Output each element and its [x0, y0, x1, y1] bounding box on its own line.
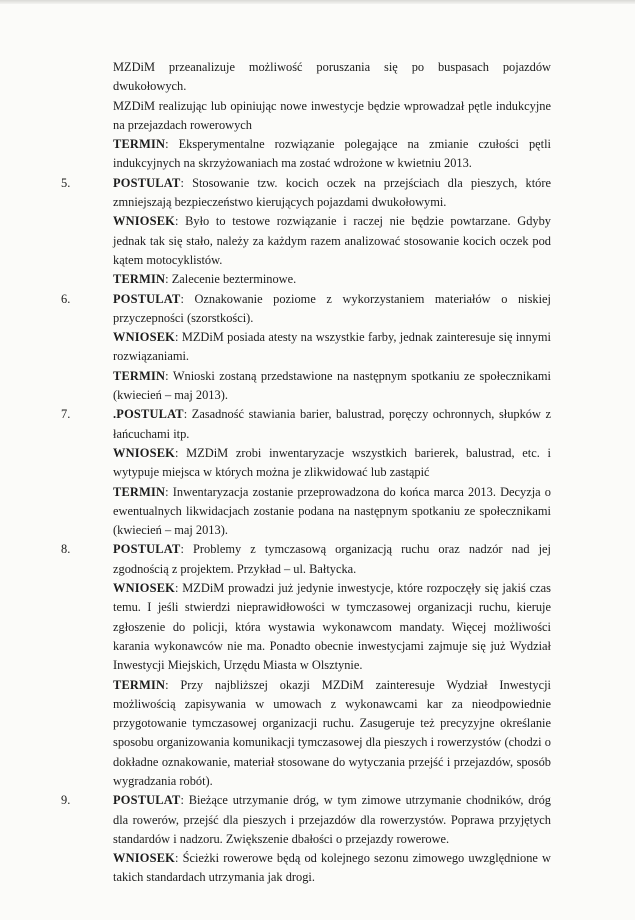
paragraph: MZDiM realizując lub opiniując nowe inwestycje będzie wprowadzał pętle indukcyjne na przejazdach rowerowych	[113, 98, 551, 132]
wniosek-paragraph: WNIOSEK: MZDiM posiada atesty na wszystkie farby, jednak zainteresuje się innymi rozwiązaniami.	[113, 330, 551, 364]
termin-paragraph: TERMIN: Wnioski zostaną przedstawione na następnym spotkaniu ze społecznikami (kwiecień – maj 2013).	[113, 368, 551, 403]
item-number: 7.	[61, 407, 71, 422]
wniosek-paragraph: WNIOSEK: Ścieżki rowerowe będą od kolejnego sezonu zimowego uwzględnione w takich standardach utrzymania jak drogi.	[113, 851, 551, 885]
continuation-block	[0, 58, 635, 174]
termin-paragraph: TERMIN: Inwentaryzacja zostanie przeprowadzona do końca marca 2013. Decyzja o ewentualnych likwidacjach zostanie podana na następnym spotkaniu ze społecznikami (kwiecień – maj 2013).	[113, 484, 551, 538]
item-number: 8.	[61, 542, 71, 557]
item-number: 6.	[61, 291, 71, 306]
list-item-8	[0, 540, 635, 791]
item-number: 9.	[61, 793, 71, 808]
paragraph: MZDiM przeanalizuje możliwość poruszania się po buspasach pojazdów dwukołowych.	[113, 60, 551, 94]
wniosek-paragraph: WNIOSEK: MZDiM prowadzi już jedynie inwestycje, które rozpoczęły się jakiś czas temu. I jeśli stwierdzi nieprawidłowości w tymczasowej organizacji ruchu, kieruje zgłoszenie do policji, która wystawia wykonawcom mandaty. Więcej możliwości karania wykonawców nie ma. Ponadto obecnie inwestycjami zajmuje się już Wydział Inwestycji Miejskich, Urzędu Miasta w Olsztynie.	[113, 581, 551, 673]
list-item-9	[0, 791, 635, 887]
postulat-paragraph: POSTULAT: Oznakowanie poziome z wykorzystaniem materiałów o niskiej przyczepności (szorstkości).	[113, 291, 551, 325]
postulat-paragraph: POSTULAT: Bieżące utrzymanie dróg, w tym zimowe utrzymanie chodników, dróg dla rowerów, przejść dla pieszych i przejazdów dla rowerzystów. Poprawa przyjętych standardów i nadzoru. Zwiększenie dbałości o przejazdy rowerowe.	[113, 793, 551, 846]
termin-paragraph: TERMIN: Przy najbliższej okazji MZDiM zainteresuje Wydział Inwestycji możliwością zapisywania w umowach z wykonawcami kar za nieodpowiednie przygotowanie tymczasowej organizacji ruchu. Zasugeruje też precyzyjne określanie sposobu organizowania komunikacji tymczasowej dla pieszych i rowerzystów (chodzi o dokładne oznakowanie, materiał stosowane do wytyczania przejść i przejazdów, sposób wygradzania robót).	[113, 677, 551, 788]
termin-label: TERMIN	[113, 137, 166, 152]
item-number: 5.	[61, 175, 71, 190]
document-body	[0, 58, 635, 888]
wniosek-paragraph: WNIOSEK: MZDiM zrobi inwentaryzacje wszystkich barierek, balustrad, etc. i wytypuje miejsca w których można je zlikwidować lub zastąpić	[113, 445, 551, 480]
postulat-paragraph: POSTULAT: Problemy z tymczasową organizacją ruchu oraz nadzór nad jej zgodnością z projektem. Przykład – ul. Bałtycka.	[113, 542, 551, 576]
list-item-6	[0, 290, 635, 406]
termin-paragraph: TERMIN: Zalecenie bezterminowe.	[113, 272, 297, 287]
paragraph: TERMIN: Eksperymentalne rozwiązanie polegające na zmianie czułości pętli indukcyjnych na skrzyżowaniach ma zostać wdrożone w kwietniu 2013.	[113, 137, 551, 171]
list-item-5	[0, 174, 635, 290]
scan-top-edge	[0, 0, 635, 4]
wniosek-paragraph: WNIOSEK: Było to testowe rozwiązanie i raczej nie będzie powtarzane. Gdyby jednak tak się stało, należy za każdym razem analizować stosowanie kocich oczek pod kątem motocyklistów.	[113, 214, 551, 267]
list-item-7	[0, 405, 635, 540]
postulat-paragraph: .POSTULAT: Zasadność stawiania barier, balustrad, poręczy ochronnych, słupków z łańcuchami itp.	[113, 407, 551, 441]
postulat-paragraph: POSTULAT: Stosowanie tzw. kocich oczek na przejściach dla pieszych, które zmniejszają bezpieczeństwo kierujących pojazdami dwukołowymi.	[113, 175, 551, 210]
